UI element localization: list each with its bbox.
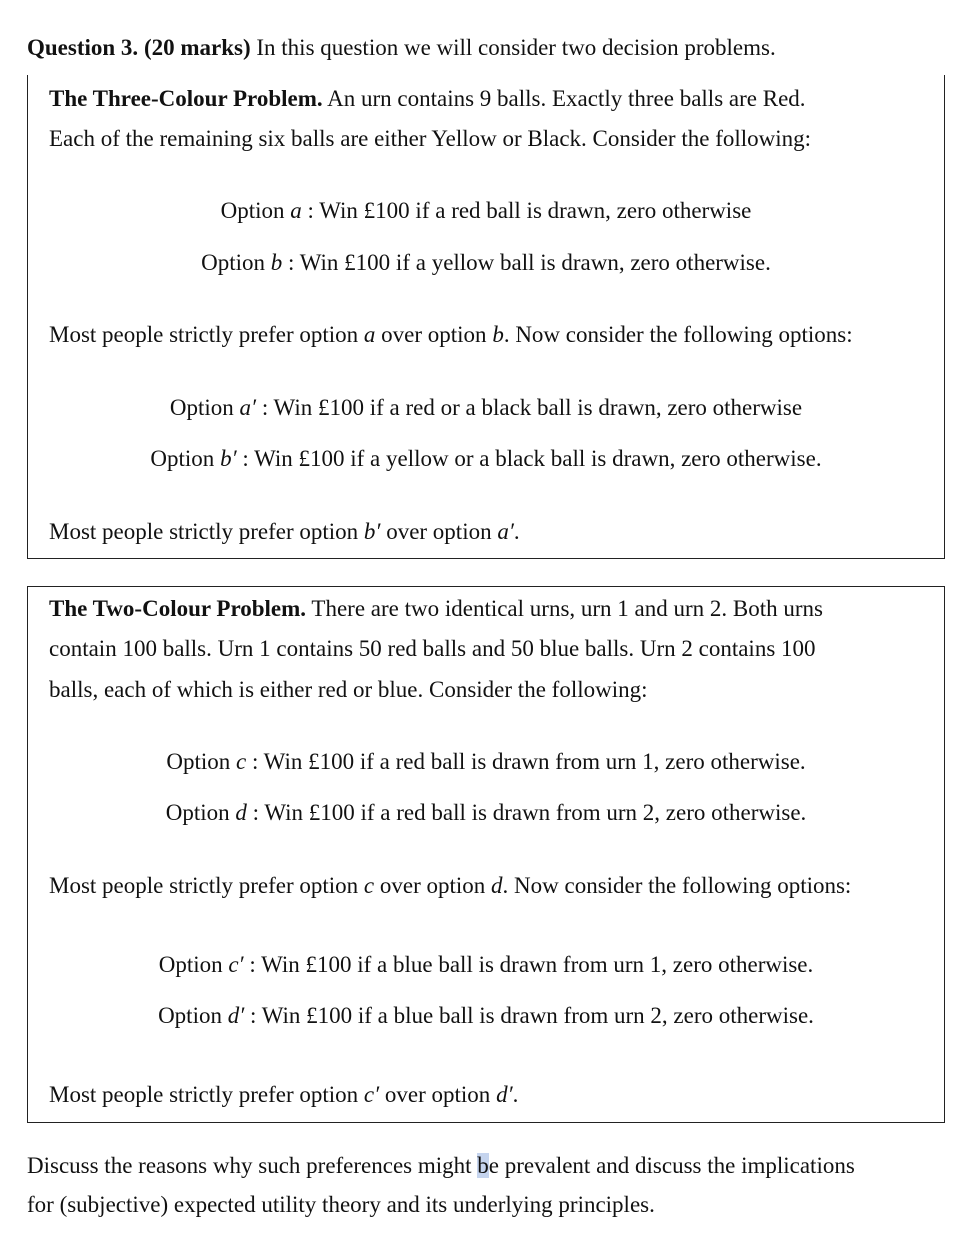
two-colour-title: The Two-Colour Problem. [49, 596, 307, 621]
three-colour-title: The Three-Colour Problem. [49, 86, 323, 111]
option-c: Option c : Win £100 if a red ball is drawn from urn 1, zero otherwise. [166, 749, 806, 774]
three-colour-para-line2: Each of the remaining six balls are either Yellow or Black. Consider the following: [49, 126, 812, 151]
option-d: Option d : Win £100 if a red ball is drawn from urn 2, zero otherwise. [165, 800, 807, 825]
question-intro: In this question we will consider two decision problems. [250, 35, 776, 60]
two-colour-preference-2: Most people strictly prefer option c′ over option d′. [49, 1082, 519, 1107]
three-colour-text: An urn contains 9 balls. Exactly three balls are Red. [322, 86, 806, 111]
option-c-prime: Option c′ : Win £100 if a blue ball is drawn from urn 1, zero otherwise. [158, 952, 814, 977]
three-colour-para-line1 [49, 84, 806, 114]
option-a-prime: Option a′ : Win £100 if a red or a black ball is drawn, zero otherwise [169, 395, 803, 420]
question-marks: (20 marks) [143, 35, 251, 60]
three-colour-preference-1: Most people strictly prefer option a over option b. Now consider the following options: [49, 322, 853, 347]
two-colour-text: There are two identical urns, urn 1 and urn 2. Both urns [306, 596, 824, 621]
closing-line1[interactable]: Discuss the reasons why such preferences might be prevalent and discuss the implications [27, 1153, 855, 1178]
question-label: Question 3. [27, 35, 139, 60]
two-colour-para-line1 [49, 594, 823, 624]
closing-line2[interactable]: for (subjective) expected utility theory and its underlying principles. [27, 1192, 655, 1217]
question-heading [27, 33, 776, 63]
option-b-prime: Option b′ : Win £100 if a yellow or a black ball is drawn, zero otherwise. [150, 446, 822, 471]
option-a: Option a : Win £100 if a red ball is drawn, zero otherwise [220, 198, 752, 223]
two-colour-preference-1: Most people strictly prefer option c over option d. Now consider the following options: [49, 873, 852, 898]
two-colour-para-line2: contain 100 balls. Urn 1 contains 50 red balls and 50 blue balls. Urn 2 contains 100 [49, 636, 816, 661]
two-colour-box [27, 586, 945, 1123]
two-colour-para-line3: balls, each of which is either red or blue. Consider the following: [49, 677, 648, 702]
three-colour-preference-2: Most people strictly prefer option b′ over option a′. [49, 519, 520, 544]
option-b: Option b : Win £100 if a yellow ball is drawn, zero otherwise. [201, 250, 771, 275]
option-d-prime: Option d′ : Win £100 if a blue ball is drawn from urn 2, zero otherwise. [158, 1003, 814, 1028]
text-selection[interactable]: b [477, 1153, 489, 1178]
